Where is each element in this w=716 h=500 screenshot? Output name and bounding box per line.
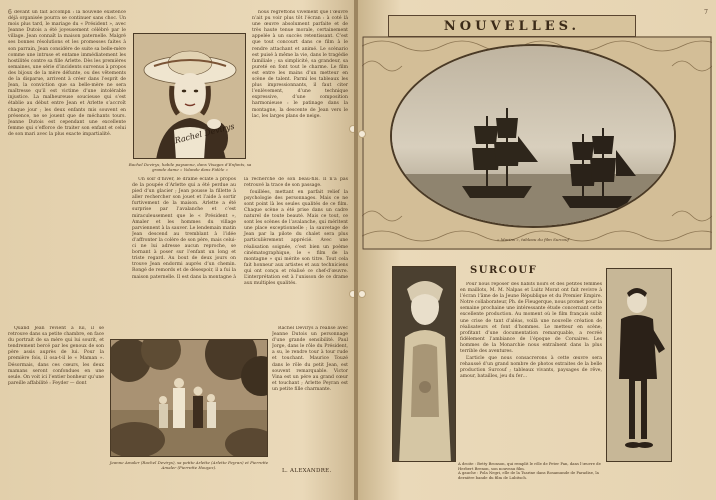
- dancer-photo-left: [392, 266, 456, 462]
- left-col3c-text: Rachel Devirys a réalisé avec Jeanne Dutois un personnage d’une grande sensibilité. Paul Jorge, dans le rôle du Président, a su, le rendre tour à tour rude et touchant. Maurice Touzé dans le rôle du petit Jean, est souvent remarquable. Victor Vina est un pére au grand cœur et touchant ; Arlette Peyran est un petite fille charmante.: [272, 326, 348, 392]
- surcouf-article-text: Pour nous reposer des habits noirs et des petites femmes en maillots, M. M. Nalpas et Luitz Morat ont fait revivre à l’écran l’âme de la Jeune République et du Premier Empire. Notre collaborateur, Ph. de Fleugerque, nous promet pour la semaine prochaine une intéressante étude concernant cette excellente production. Au moment où le film français subit une crise de tant d’aléas, voilà une nouvelle création de réalisateurs et font d’hommes. Le metteur en scène, profitant d’une documentation remarquable, a recréé fidèlement l’ambiance de l’époque de Corsaires. Les hommes de la Monarchie nous entraînent dans la plus terrible des aventures. L’article que nous consacrerons à cette œuvre sera rehaussé d’un grand nombre de photos extraites de la belle production Surcouf ; tableaux vivants, paysages de rêve, amour, batailles, jeu du fer…: [460, 282, 602, 379]
- author-signature: L. ALEXANDRE.: [282, 468, 332, 474]
- nouvelles-banner: [388, 15, 636, 37]
- surcouf-title: SURCOUF: [470, 265, 538, 276]
- dancer-figure-icon: [393, 267, 456, 462]
- portrait-photo: [133, 33, 246, 159]
- binding-hole: [358, 130, 366, 138]
- page-number-right: 7: [704, 9, 708, 16]
- group-scene-icon: [111, 340, 268, 457]
- group-caption: Jeanne Amaler (Rachel Devirys), sa petite Arlette (Arlette Peyran) et Pierrette Amaler (Pierrette Houyez).: [109, 460, 269, 470]
- left-col3-text: nous regrettons vivement que l’œuvre n’ait pu voir plus tôt l’écran : à coté là une œuvre absolument parfaite et de très haute tenue morale, certainement appelée à un succès retentissant. C’est que tout concourt dans ce film à le rendre attachant et animé. Le scénario est puisé à même la vie, dans le tragédie familiale ; sa simplicité, sa grandeur, sa pureté en font tout le charme. Le film est entre les mains d’un metteur en scène de talent. Parmi les tableaux les plus impressionnants, il faut citer l’enlèvement, d’une technique expressive, d’une composition harmonieuse : le patinage dans la montagne, la descente de Jean vers le lac, les larges plans de neige.: [252, 10, 348, 119]
- left-page: [0, 0, 356, 500]
- left-col1-text: devant un fait accompli : la nouvelle existence déjà organisée pourra se continuer sans choc. Un mois plus tard, le mariage du « Président », avec Jeanne Dutois a été joyeusement célébré par le village. Jean connaît la maison paternelle. Malgré ses bonnes résolutions et les promesses faites à son parrain, Jean considère de suite sa belle-mère comme une intruse et entame immédiatement les hostilités contre sa fille Arlette. Dès les premières semaines, une série d’incidents survenus à propos des bijoux de la mère défunte, ou des vêtements de la disparue, arrivent à créer dans l’esprit de Jean, la conviction que sa belle-mère ne sera maîtresse qu’il est victime d’une intolérable injustice. La malheureuse soucieuse qui s’est établie au début entre Jean et Arlette s’accroît chaque jour ; les deux enfants mis souvent en présence, ne se jouent que de méchants tours. Jeanne Dutois est cependant une excellente femme qui s’efforce de traiter son enfant et celui de son mari avec la plus exacte impartialité.: [8, 10, 126, 137]
- group-photo: [110, 339, 268, 457]
- standing-man-icon: [607, 269, 672, 462]
- page-number-left: 6: [8, 9, 12, 16]
- portrait-caption: Rachel Devirys, habile paysanne, dans Visages d’Enfants, sa grande dame « Yolande dans Fidèle »: [128, 162, 252, 172]
- ships-photo: [390, 44, 676, 228]
- binding-hole: [358, 290, 366, 298]
- portrait-signature: Rachel Devirys: [173, 121, 236, 146]
- banner-title: NOUVELLES.: [443, 18, 581, 34]
- ships-caption: « Marins », tableau du film Surcouf: [496, 237, 570, 242]
- photo-caption-right: A droite : Betty Bronson, qui remplit le rôle de Peter Pan, dans l’œuvre de Herbert Brenon, son nouveau film. A gauche : Pola Negri, elle de la Tsarine dans Rosamunde de Paradise, la dernière bande du film de Lubitsch.: [458, 461, 601, 480]
- man-photo-right: [606, 268, 672, 462]
- sailing-ships-icon: [392, 46, 676, 228]
- left-col1b-text: Quand Jean revient à lui, il se retrouve dans sa petite chambre, en face du portrait de sa mère qui lui sourit, et tendrement bercé par les genoux de son père assis auprès de lui. Pour la première fois, il osa-t-il le « Maman ». Désormais, dans ces cœurs, les deux mamans seront confondues en une seule. On voit ici l’entier bonheur qu’une pareille affabilité : Feyder — dont: [8, 326, 104, 386]
- left-col2-text: Un soir d’hiver, le drame éclate à propos de la poupée d’Arlette qui a été perdue au pied d’un glacier ; Jean pousse la fillette à aller rechercher son jouet et l’aide à sortir furtivement de la maison. Arlette a été surprise par l’avalanche et c’est miraculeusement que le « Président », Amaler et les hommes du village parviennent à la sauver. Le lendemain matin Jean descend au tremblant à l’idée d’affronter la colère de son père, mais celui-ci ne lui adresse aucun reproche, se bornant à poser sur l’enfant un long et triste regard. Au bout de deux jours on trouve Jean endormi auprès d’un chemin. Rongé de remords et de désespoir, il a fui la maison paternelle. Il est dans la montagne à la recherche de son beau-fils. Il n’a pas retrouvé la trace de son passage. fouillées, mettant en parfait relief la psychologie des personnages. Mais ce ne sont point là les seules qualités de ce film. Chaque scène a été prise dans un cadre naturel de toute beauté. Mais ce tout, ce sont les scènes de l’avalanche, qui méritent une place exceptionnelle ; la sauvetage de Jean par la pilote du chalet sera plus particulièrement apprécié. Avec une réalisation soignée, c’est bien un poème cinématographique, le « film de la montagne » qui mérite son titre. Tout cela fait honneur aux artistes et aux techniciens qui ont conçu et réalisé ce chef-d’œuvre. L’interprétation est à l’unisson de ce drame aux multiples qualités.: [132, 177, 348, 287]
